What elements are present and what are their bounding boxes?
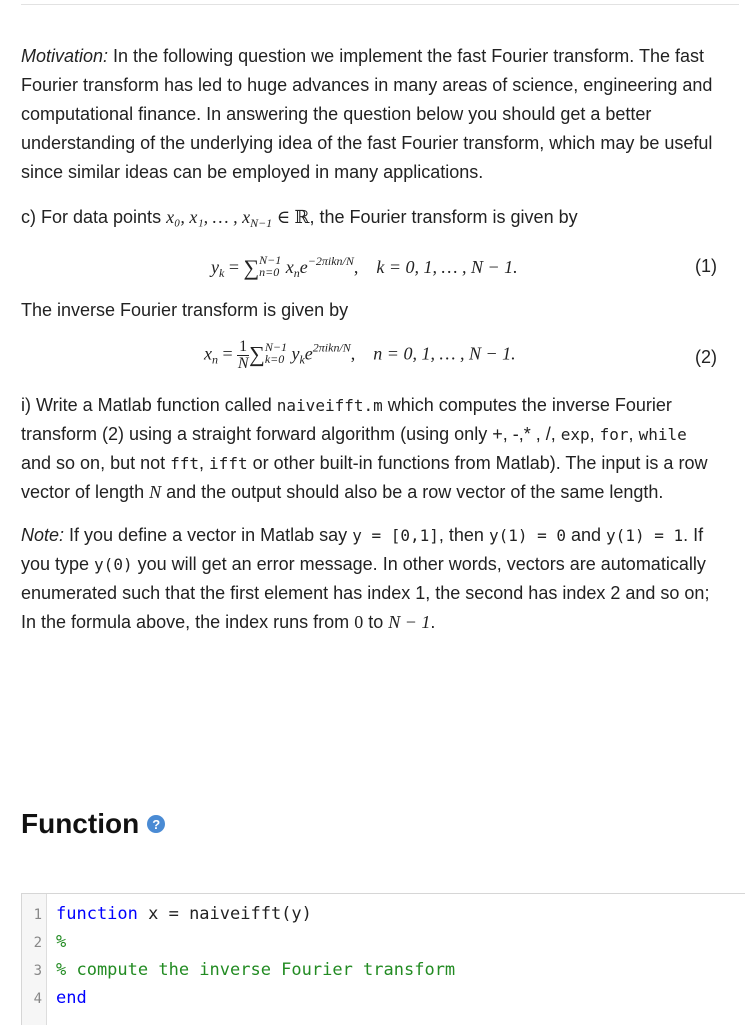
code-line-2[interactable] xyxy=(22,928,66,956)
real-set-math: ∈ ℝ xyxy=(272,207,310,227)
eq1-upper-limit: N−1 xyxy=(259,253,282,267)
eq1-term-sub: n xyxy=(293,266,300,280)
part-c-suffix: , the Fourier transform is given by xyxy=(309,207,578,227)
line-number: 2 xyxy=(33,935,42,951)
equation-1: $y_k = \sum N-1$ n=0 $x_ne^{-2\pi ikn/N}$, k = 0, 1, … , N − 1. (1) xyxy=(211,253,717,280)
eq2-lhs: x xyxy=(204,343,212,364)
code-line-3[interactable] xyxy=(22,956,455,984)
eq2-fraction: $\frac{1}{N}$ xyxy=(237,338,249,372)
function-section-title xyxy=(21,808,165,840)
question-content xyxy=(21,42,721,637)
function-name-code: naiveifft.m xyxy=(276,396,383,415)
code-comment: % compute the inverse Fourier transform xyxy=(56,960,456,980)
eq2-term-sub: k xyxy=(299,352,305,367)
line-number: 1 xyxy=(33,907,42,923)
eq1-range: k = 0, 1, … , N − 1. xyxy=(376,257,518,277)
part-c-intro xyxy=(21,203,721,238)
eq2-lower-limit: k=0 xyxy=(264,351,285,366)
note-n-minus-1-math: N − 1 xyxy=(388,612,431,632)
keyword: function xyxy=(56,904,138,924)
top-divider xyxy=(21,4,739,5)
code-editor[interactable] xyxy=(21,893,745,1025)
note-zero-math: 0 xyxy=(354,612,364,632)
motivation-text: In the following question we implement the fast Fourier transform. The fast Fourier transform has led to huge advances in many areas of science, engineering and computational finance. In answering the question below you should get a better understanding of the underlying idea of the fast Fourier transform, which may be useful since similar ideas can be employed in many applications. xyxy=(21,46,713,182)
note-code-y0: y(0) xyxy=(94,555,133,574)
eq1-lower-limit: n=0 xyxy=(259,265,280,279)
sum-symbol: ∑ xyxy=(243,255,260,280)
eq1-number: (1) xyxy=(695,256,717,276)
eq1-lhs-sub: k xyxy=(219,266,225,280)
section-title-text: Function xyxy=(21,808,140,839)
keyword: end xyxy=(56,988,87,1008)
note-code-y1-0: y(1) = 0 xyxy=(488,526,566,545)
exp-code: exp xyxy=(560,425,590,444)
fft-code: fft xyxy=(170,454,200,473)
note-code-y1-1: y(1) = 1 xyxy=(606,526,684,545)
eq2-upper-limit: N−1 xyxy=(264,339,287,354)
eq2-exp-base: e xyxy=(304,343,313,364)
line-number: 4 xyxy=(33,991,42,1007)
n-math: N xyxy=(149,482,162,502)
eq2-term: y xyxy=(291,343,300,364)
note-paragraph: Note: If you define a vector in Matlab say y = [0,1], then y(1) = 0 and y(1) = 1. If you type y(0) you will get an error message. In other words, vectors are automatically enumerated such that the first element has index 1, the second has index 2 and so on; In the formula above, the index runs from 0 to N − 1. xyxy=(21,525,710,632)
motivation-label: Motivation: xyxy=(21,46,109,66)
part-i-paragraph: i) Write a Matlab function called naiveifft.m which computes the inverse Fourier transform (2) using a straight forward algorithm (using only +, -,* , /, exp, for, while and so on, but not fft, ifft or other built-in functions from Matlab). The input is a row vector of length N and the output should also be a row vector of the same length. xyxy=(21,395,708,502)
code-text: x = naiveifft(y) xyxy=(137,904,312,924)
help-icon[interactable]: ? xyxy=(147,815,165,833)
code-line-4[interactable] xyxy=(22,984,87,1012)
data-points-sub: N−1 xyxy=(250,216,273,230)
for-code: for xyxy=(599,425,629,444)
ifft-code: ifft xyxy=(209,454,248,473)
sum-symbol: ∑ xyxy=(249,341,265,367)
inverse-intro: The inverse Fourier transform is given by xyxy=(21,300,349,320)
while-code: while xyxy=(638,425,687,444)
eq2-number: (2) xyxy=(695,347,717,367)
note-code-vector: y = [0,1] xyxy=(352,526,439,545)
code-line-1[interactable] xyxy=(22,900,312,928)
note-label: Note: xyxy=(21,525,65,545)
motivation-paragraph xyxy=(21,42,721,187)
eq1-lhs: y xyxy=(211,257,219,277)
eq1-term: x xyxy=(285,257,294,277)
eq2-lhs-sub: n xyxy=(212,352,218,367)
equation-2: $x_n$ = $\frac{1}{N}$ ∑N−1 k=0 $y_ke^{2\pi ikn/N}$, n = 0, 1, … , N − 1. (2) xyxy=(204,338,717,372)
part-c-prefix: c) For data points xyxy=(21,207,167,227)
eq2-exponent: 2πikn/N xyxy=(312,340,351,355)
code-comment: % xyxy=(56,932,67,952)
eq1-exp-base: e xyxy=(299,257,308,277)
line-number: 3 xyxy=(33,963,42,979)
data-points-math: x₀, x₁, … , x xyxy=(166,207,251,227)
eq2-range: n = 0, 1, … , N − 1. xyxy=(373,343,516,364)
eq1-exponent: −2πikn/N xyxy=(307,254,354,268)
